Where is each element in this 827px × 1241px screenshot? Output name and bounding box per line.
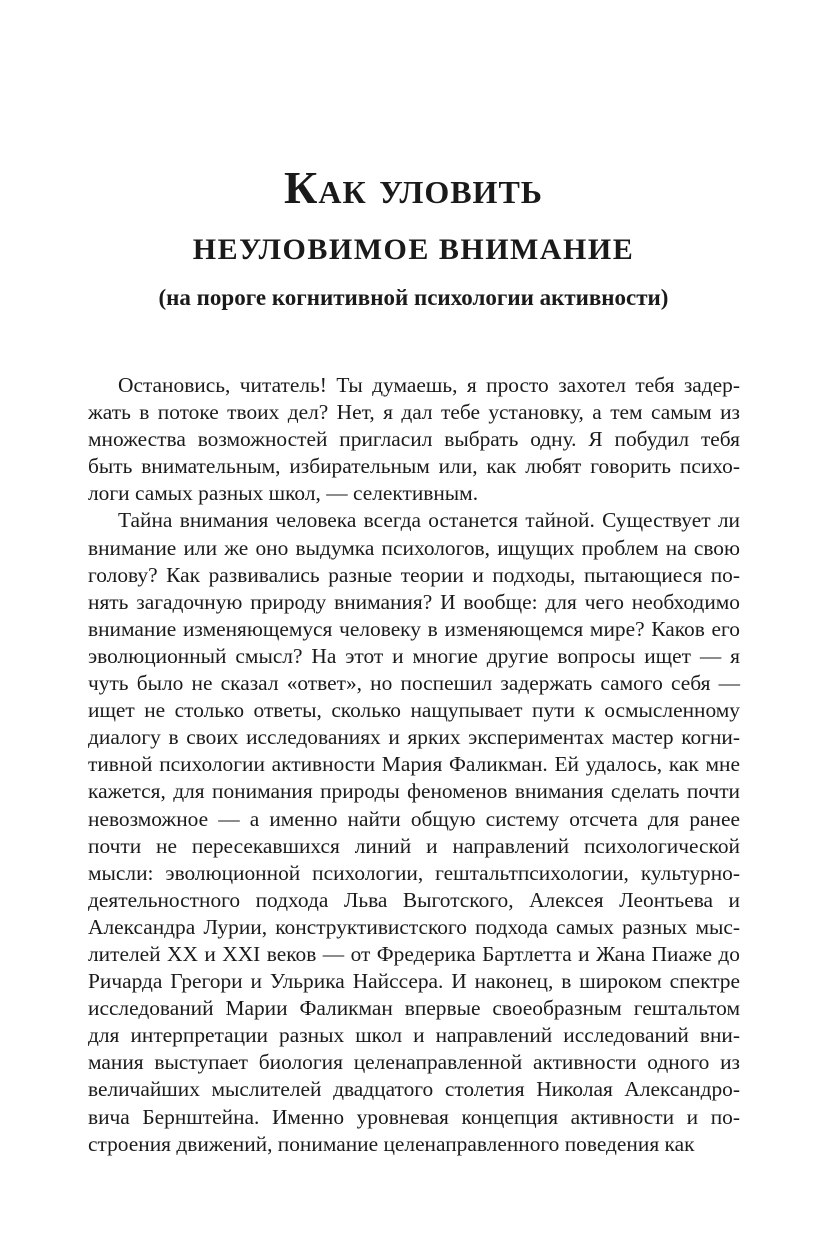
paragraph-2: Тайна внимания человека всегда останется тайной. Существует ли внимание или же оно выдумка психологов, ищущих проблем на свою голову? Как развивались разные теории и подходы, пытающиеся понять загадочную природу внимания? И вообще: для чего необходимо внимание изменяющемуся человеку в изменяющемся мире? Каков его эволюционный смысл? На этот и многие другие вопросы ищет — я чуть было не сказал «ответ», но поспешил задержать самого себя — ищет не столько ответы, сколько нащупывает пути к осмысленному диалогу в своих исследованиях и ярких экспериментах мастер когнитивной психологии активности Мария Фаликман. Ей удалось, как мне кажется, для понимания природы феноменов внимания сделать почти невозможное — а именно найти общую систему отсчета для ранее почти не пересекавшихся линий и направлений психологической мысли: эволюционной психологии, гештальтпсихологии, культурно-деятельностного подхода Льва Выготского, Алексея Леонтьева и Александра Лурии, конструктивистского подхода самых разных мыслителей XX и XXI веков — от Фредерика Бартлетта и Жана Пиаже до Ричарда Грегори и Ульрика Найссера. И наконец, в широком спектре исследований Марии Фаликман впервые своеобразным гештальтом для интерпретации разных школ и направлений исследований внимания выступает биология целенаправленной активности одного из величайших мыслителей двадцатого столетия Николая Александровича Бернштейна. Именно уровневая концепция активности и построения движений, понимание целенаправленного поведения как [88, 508, 740, 1156]
chapter-title [0, 158, 827, 314]
subtitle: (на пороге когнитивной психологии активности) [158, 285, 669, 310]
title-line-2: НЕУЛОВИМОЕ ВНИМАНИЕ [192, 233, 635, 266]
title-line-1: Как уловить [284, 162, 543, 213]
body-text [88, 372, 740, 1158]
paragraph-1: Остановись, читатель! Ты думаешь, я просто захотел тебя задержать в потоке твоих дел? Нет, я дал тебе установку, а тем самым из множества возможностей пригласил выбрать одну. Я побудил тебя быть внимательным, избирательным или, как любят говорить психологи самых разных школ, — селективным. [88, 373, 740, 506]
